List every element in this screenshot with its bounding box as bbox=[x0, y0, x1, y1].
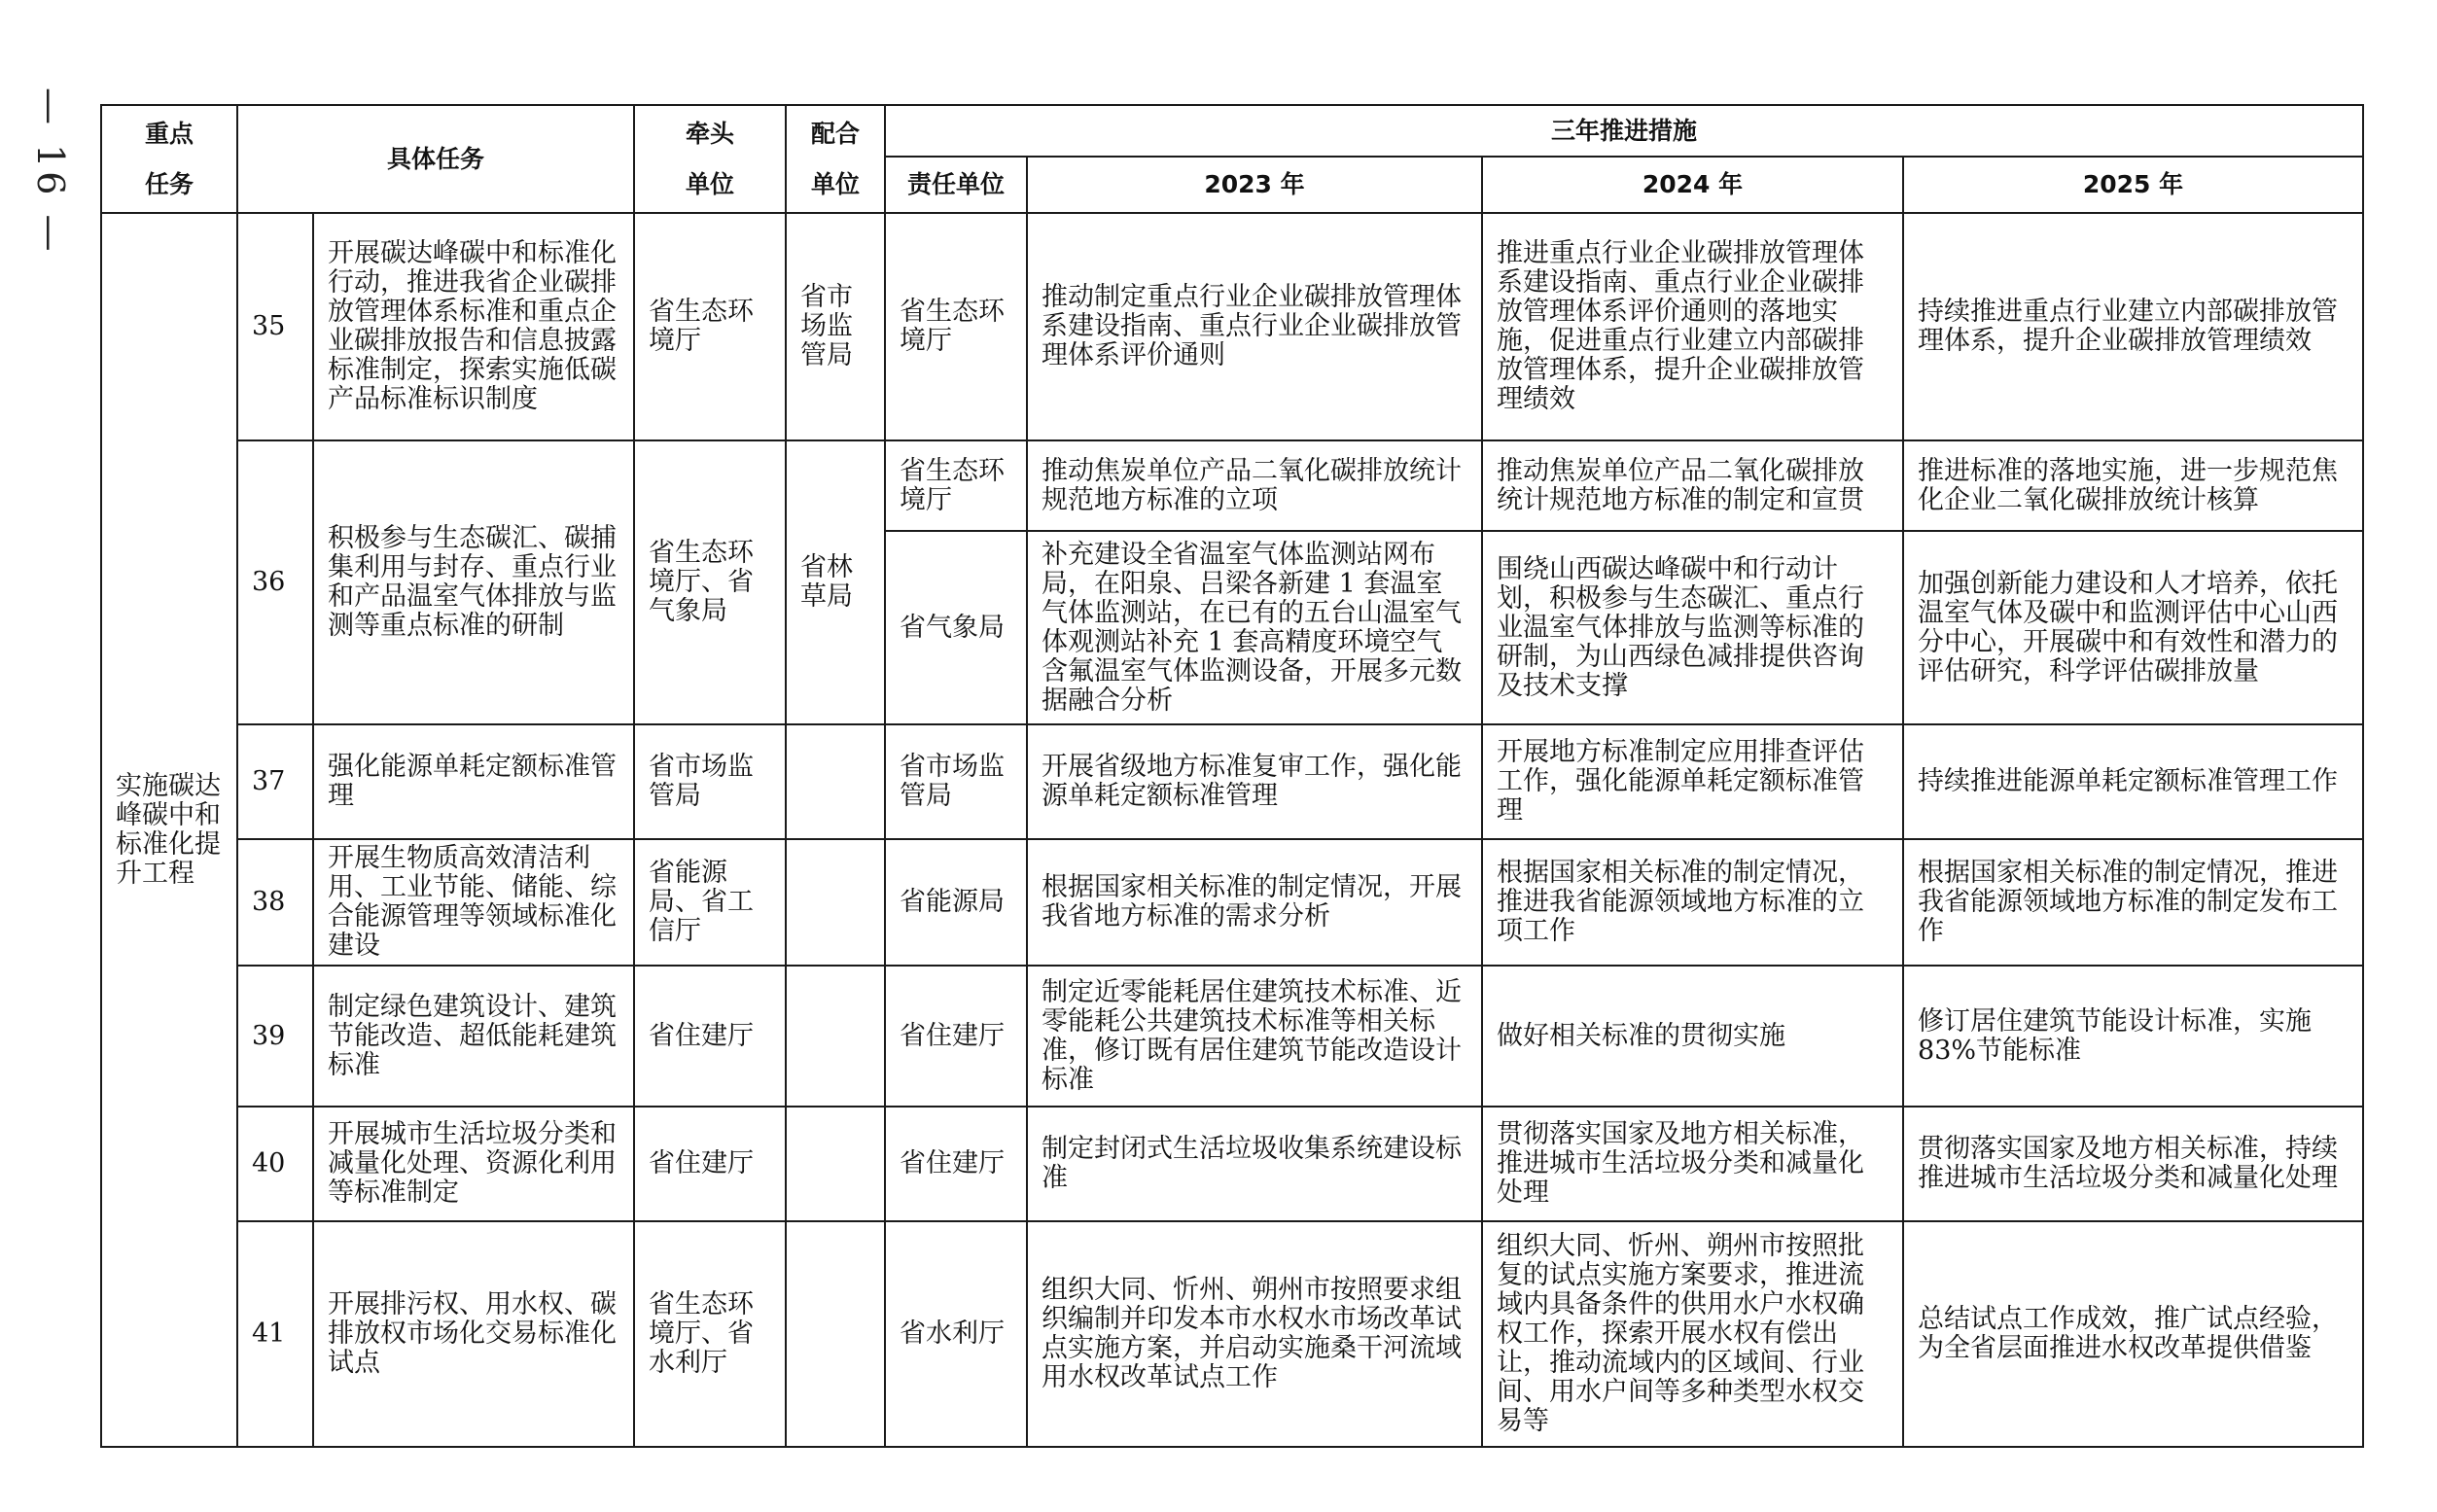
measure-2023: 补充建设全省温室气体监测站网布局，在阳泉、吕梁各新建 1 套温室气体监测站，在已有的五台山温室气体观测站补充 1 套高精度环境空气含氟温室气体监测设备，开展多元数据融合分析 bbox=[1027, 531, 1482, 724]
lead-unit: 省生态环境厅、省水利厅 bbox=[634, 1221, 786, 1447]
table-row bbox=[101, 839, 2363, 966]
specific-task: 开展生物质高效清洁利用、工业节能、储能、综合能源管理等领域标准化建设 bbox=[313, 839, 634, 966]
header-specific-task: 具体任务 bbox=[237, 105, 634, 213]
measure-2025: 推进标准的落地实施，进一步规范焦化企业二氧化碳排放统计核算 bbox=[1903, 440, 2363, 531]
page-number: — 16 — bbox=[29, 88, 72, 256]
header-coop-unit bbox=[786, 105, 885, 213]
row-number: 37 bbox=[237, 724, 313, 839]
measures-table bbox=[100, 104, 2364, 1448]
header-lead-line2: 单位 bbox=[686, 169, 735, 198]
specific-task: 积极参与生态碳汇、碳捕集利用与封存、重点行业和产品温室气体排放与监测等重点标准的研制 bbox=[313, 440, 634, 724]
table-row bbox=[101, 1107, 2363, 1221]
lead-unit: 省住建厅 bbox=[634, 966, 786, 1107]
coop-unit bbox=[786, 966, 885, 1107]
measure-2023: 制定近零能耗居住建筑技术标准、近零能耗公共建筑技术标准等相关标准，修订既有居住建筑节能改造设计标准 bbox=[1027, 966, 1482, 1107]
responsible-unit: 省生态环境厅 bbox=[885, 440, 1027, 531]
measure-2024: 推动焦炭单位产品二氧化碳排放统计规范地方标准的制定和宣贯 bbox=[1482, 440, 1903, 531]
measure-2023: 根据国家相关标准的制定情况，开展我省地方标准的需求分析 bbox=[1027, 839, 1482, 966]
measure-2025: 贯彻落实国家及地方相关标准，持续推进城市生活垃圾分类和减量化处理 bbox=[1903, 1107, 2363, 1221]
table-row bbox=[101, 440, 2363, 531]
measure-2024: 开展地方标准制定应用排查评估工作，强化能源单耗定额标准管理 bbox=[1482, 724, 1903, 839]
lead-unit: 省能源局、省工信厅 bbox=[634, 839, 786, 966]
responsible-unit: 省水利厅 bbox=[885, 1221, 1027, 1447]
header-2023: 2023 年 bbox=[1027, 157, 1482, 213]
header-coop-line2: 单位 bbox=[811, 169, 861, 198]
row-number: 35 bbox=[237, 213, 313, 440]
measure-2023: 组织大同、忻州、朔州市按照要求组织编制并印发本市水权水市场改革试点实施方案，并启动实施桑干河流域用水权改革试点工作 bbox=[1027, 1221, 1482, 1447]
specific-task: 开展排污权、用水权、碳排放权市场化交易标准化试点 bbox=[313, 1221, 634, 1447]
coop-unit bbox=[786, 839, 885, 966]
specific-task: 开展城市生活垃圾分类和减量化处理、资源化利用等标准制定 bbox=[313, 1107, 634, 1221]
header-2025: 2025 年 bbox=[1903, 157, 2363, 213]
header-key-task-line1: 重点 bbox=[144, 119, 194, 148]
lead-unit: 省生态环境厅、省气象局 bbox=[634, 440, 786, 724]
row-number: 41 bbox=[237, 1221, 313, 1447]
measure-2025: 修订居住建筑节能设计标准，实施 83%节能标准 bbox=[1903, 966, 2363, 1107]
row-number: 36 bbox=[237, 440, 313, 724]
header-three-year-measures: 三年推进措施 bbox=[885, 105, 2363, 157]
measure-2024: 围绕山西碳达峰碳中和行动计划，积极参与生态碳汇、重点行业温室气体排放与监测等标准的研制，为山西绿色减排提供咨询及技术支撑 bbox=[1482, 531, 1903, 724]
lead-unit: 省住建厅 bbox=[634, 1107, 786, 1221]
specific-task: 开展碳达峰碳中和标准化行动，推进我省企业碳排放管理体系标准和重点企业碳排放报告和信息披露标准制定，探索实施低碳产品标准标识制度 bbox=[313, 213, 634, 440]
coop-unit bbox=[786, 1221, 885, 1447]
coop-unit bbox=[786, 724, 885, 839]
coop-unit bbox=[786, 1107, 885, 1221]
measure-2023: 制定封闭式生活垃圾收集系统建设标准 bbox=[1027, 1107, 1482, 1221]
table-row bbox=[101, 1221, 2363, 1447]
measure-2025: 持续推进能源单耗定额标准管理工作 bbox=[1903, 724, 2363, 839]
header-key-task bbox=[101, 105, 237, 213]
measure-2024: 做好相关标准的贯彻实施 bbox=[1482, 966, 1903, 1107]
lead-unit: 省生态环境厅 bbox=[634, 213, 786, 440]
measure-2023: 推动制定重点行业企业碳排放管理体系建设指南、重点行业企业碳排放管理体系评价通则 bbox=[1027, 213, 1482, 440]
measure-2024: 贯彻落实国家及地方相关标准，推进城市生活垃圾分类和减量化处理 bbox=[1482, 1107, 1903, 1221]
header-coop-line1: 配合 bbox=[811, 119, 861, 148]
responsible-unit: 省气象局 bbox=[885, 531, 1027, 724]
responsible-unit: 省住建厅 bbox=[885, 966, 1027, 1107]
measure-2024: 根据国家相关标准的制定情况，推进我省能源领域地方标准的立项工作 bbox=[1482, 839, 1903, 966]
measure-2024: 推进重点行业企业碳排放管理体系建设指南、重点行业企业碳排放管理体系评价通则的落地实施，促进重点行业建立内部碳排放管理体系，提升企业碳排放管理绩效 bbox=[1482, 213, 1903, 440]
row-number: 38 bbox=[237, 839, 313, 966]
measure-2025: 加强创新能力建设和人才培养，依托温室气体及碳中和监测评估中心山西分中心，开展碳中和有效性和潜力的评估研究，科学评估碳排放量 bbox=[1903, 531, 2363, 724]
measure-2023: 推动焦炭单位产品二氧化碳排放统计规范地方标准的立项 bbox=[1027, 440, 1482, 531]
header-2024: 2024 年 bbox=[1482, 157, 1903, 213]
row-number: 39 bbox=[237, 966, 313, 1107]
header-lead-unit bbox=[634, 105, 786, 213]
table-row bbox=[101, 213, 2363, 440]
lead-unit: 省市场监管局 bbox=[634, 724, 786, 839]
table-row bbox=[101, 724, 2363, 839]
coop-unit: 省市场监管局 bbox=[786, 213, 885, 440]
measure-2023: 开展省级地方标准复审工作，强化能源单耗定额标准管理 bbox=[1027, 724, 1482, 839]
coop-unit: 省林草局 bbox=[786, 440, 885, 724]
header-key-task-line2: 任务 bbox=[144, 169, 194, 198]
header-responsible-unit: 责任单位 bbox=[885, 157, 1027, 213]
responsible-unit: 省生态环境厅 bbox=[885, 213, 1027, 440]
responsible-unit: 省能源局 bbox=[885, 839, 1027, 966]
specific-task: 制定绿色建筑设计、建筑节能改造、超低能耗建筑标准 bbox=[313, 966, 634, 1107]
responsible-unit: 省住建厅 bbox=[885, 1107, 1027, 1221]
row-number: 40 bbox=[237, 1107, 313, 1221]
measure-2025: 根据国家相关标准的制定情况，推进我省能源领域地方标准的制定发布工作 bbox=[1903, 839, 2363, 966]
responsible-unit: 省市场监管局 bbox=[885, 724, 1027, 839]
key-task-category: 实施碳达峰碳中和标准化提升工程 bbox=[101, 213, 237, 1447]
table-row bbox=[101, 966, 2363, 1107]
specific-task: 强化能源单耗定额标准管理 bbox=[313, 724, 634, 839]
measure-2025: 总结试点工作成效，推广试点经验，为全省层面推进水权改革提供借鉴 bbox=[1903, 1221, 2363, 1447]
header-lead-line1: 牵头 bbox=[686, 119, 735, 148]
measure-2024: 组织大同、忻州、朔州市按照批复的试点实施方案要求，推进流域内具备条件的供用水户水权确权工作，探索开展水权有偿出让，推动流域内的区域间、行业间、用水户间等多种类型水权交易等 bbox=[1482, 1221, 1903, 1447]
measure-2025: 持续推进重点行业建立内部碳排放管理体系，提升企业碳排放管理绩效 bbox=[1903, 213, 2363, 440]
